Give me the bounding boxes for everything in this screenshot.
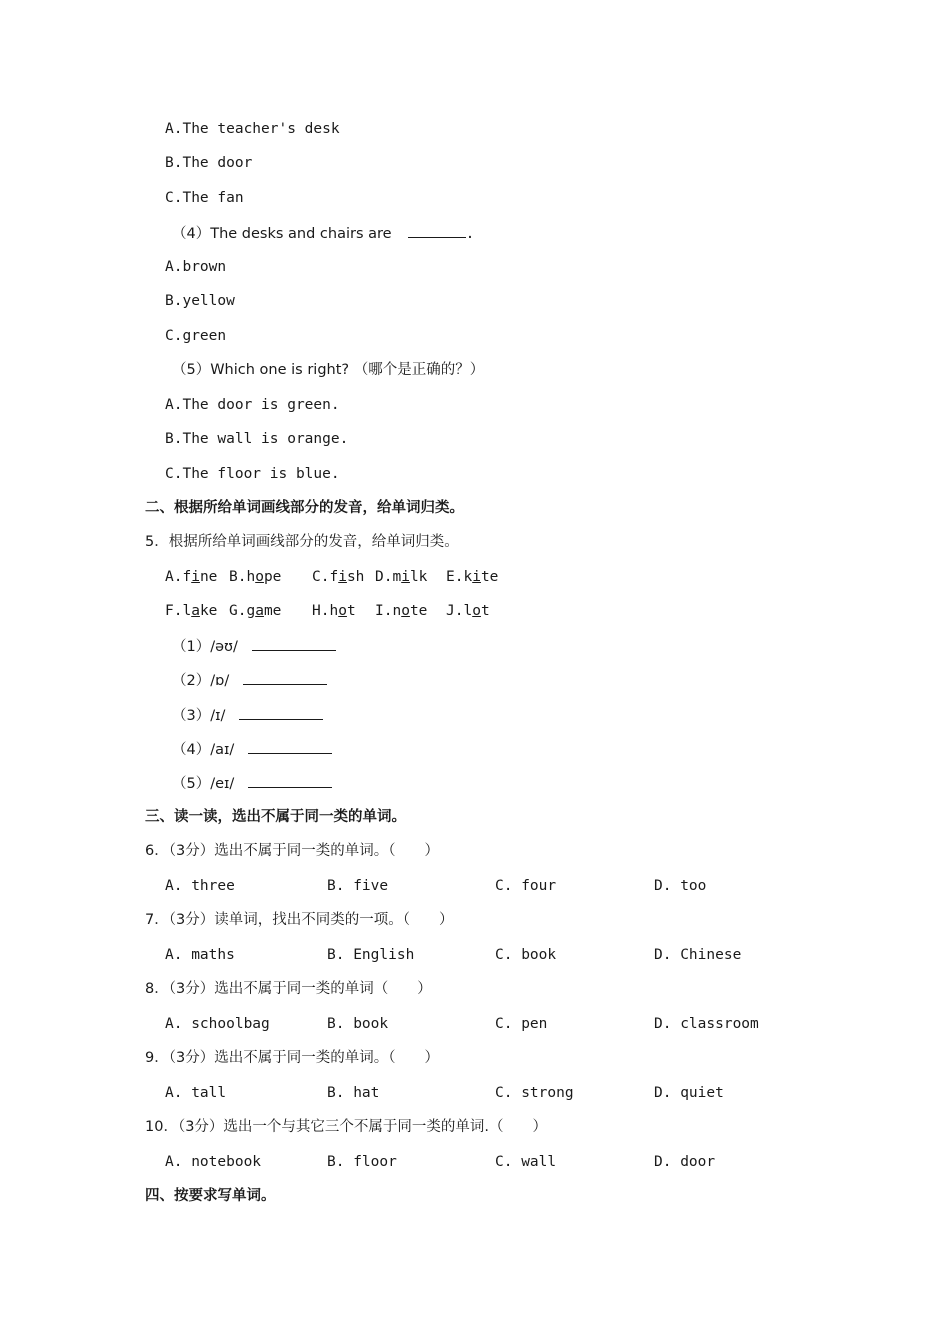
- option-a: A.brown: [165, 259, 227, 275]
- phonetic-row-2: [172, 669, 327, 691]
- word-part: me: [263, 603, 282, 619]
- underlined-letter: o: [401, 603, 410, 619]
- option-c: C. pen: [495, 1016, 548, 1032]
- underlined-letter: i: [338, 569, 347, 585]
- sub-question-4: [172, 222, 474, 244]
- underlined-letter: i: [472, 569, 481, 585]
- option-c: C.The fan: [165, 190, 244, 206]
- answer-blank[interactable]: [243, 669, 327, 685]
- phonetic-label: （4）/aɪ/: [172, 742, 235, 758]
- option-b: B. English: [327, 947, 415, 963]
- word-part: te: [480, 569, 499, 585]
- option-a: A. three: [165, 878, 235, 894]
- section-4-title: 四、按要求写单词。: [145, 1188, 276, 1204]
- phonetic-row-5: [172, 772, 332, 794]
- word-part: t: [480, 603, 490, 619]
- word-part: F.l: [165, 603, 192, 619]
- section-3-title: 三、读一读，选出不属于同一类的单词。: [145, 809, 406, 825]
- phonetic-row-3: [172, 704, 323, 726]
- question-6-stem: 6．（3分）选出不属于同一类的单词。（ ）: [145, 843, 439, 859]
- option-a: A.The door is green.: [165, 397, 340, 413]
- word-part: A.f: [165, 569, 192, 585]
- option-a: A. notebook: [165, 1154, 262, 1170]
- answer-blank[interactable]: [248, 772, 332, 788]
- word-d: [375, 567, 427, 587]
- word-part: sh: [346, 569, 365, 585]
- underlined-letter: a: [255, 603, 264, 619]
- word-part: E.k: [446, 569, 473, 585]
- option-d: D. too: [654, 878, 707, 894]
- word-b: [229, 567, 281, 587]
- sub-question-4-stem: （4）The desks and chairs are: [172, 226, 392, 242]
- word-c: [312, 567, 364, 587]
- option-b: B.The wall is orange.: [165, 431, 349, 447]
- word-part: J.l: [446, 603, 473, 619]
- word-part: I.n: [375, 603, 402, 619]
- phonetic-row-4: [172, 738, 332, 760]
- option-c: C. four: [495, 878, 557, 894]
- question-8-stem: 8．（3分）选出不属于同一类的单词（ ）: [145, 981, 432, 997]
- phonetic-label: （2）/ɒ/: [172, 673, 230, 689]
- word-h: [312, 601, 356, 621]
- underlined-letter: o: [255, 569, 264, 585]
- word-part: lk: [409, 569, 428, 585]
- phonetic-label: （5）/eɪ/: [172, 776, 235, 792]
- question-9-stem: 9．（3分）选出不属于同一类的单词。（ ）: [145, 1050, 439, 1066]
- sub-question-5: （5）Which one is right? （哪个是正确的？）: [172, 362, 485, 378]
- underlined-letter: o: [338, 603, 347, 619]
- option-a: A. tall: [165, 1085, 227, 1101]
- option-b: B. book: [327, 1016, 389, 1032]
- option-b: B. five: [327, 878, 389, 894]
- option-b: B. floor: [327, 1154, 397, 1170]
- word-a: [165, 567, 217, 587]
- word-i: [375, 601, 427, 621]
- word-f: [165, 601, 217, 621]
- word-part: D.m: [375, 569, 402, 585]
- word-part: te: [409, 603, 428, 619]
- answer-blank[interactable]: [239, 704, 323, 720]
- option-d: D. door: [654, 1154, 716, 1170]
- phonetic-row-1: [172, 635, 336, 657]
- underlined-letter: o: [472, 603, 481, 619]
- word-part: C.f: [312, 569, 339, 585]
- underlined-letter: i: [401, 569, 410, 585]
- phonetic-label: （1）/əʊ/: [172, 639, 238, 655]
- option-b: B.The door: [165, 155, 253, 171]
- question-7-stem: 7．（3分）读单词，找出不同类的一项。（ ）: [145, 912, 454, 928]
- answer-blank[interactable]: [252, 635, 336, 651]
- option-d: D. quiet: [654, 1085, 724, 1101]
- word-g: [229, 601, 281, 621]
- word-part: B.h: [229, 569, 256, 585]
- word-part: ke: [199, 603, 218, 619]
- option-c: C. strong: [495, 1085, 574, 1101]
- word-part: pe: [263, 569, 282, 585]
- word-part: t: [346, 603, 356, 619]
- option-a: A.The teacher's desk: [165, 121, 340, 137]
- word-j: [446, 601, 490, 621]
- phonetic-label: （3）/ɪ/: [172, 708, 226, 724]
- word-part: G.g: [229, 603, 256, 619]
- option-d: D. Chinese: [654, 947, 742, 963]
- answer-blank[interactable]: [248, 738, 332, 754]
- option-a: A. schoolbag: [165, 1016, 270, 1032]
- answer-blank[interactable]: [408, 222, 466, 238]
- option-b: B.yellow: [165, 293, 235, 309]
- question-5-stem: 5．根据所给单词画线部分的发音，给单词归类。: [145, 534, 459, 550]
- option-c: C.green: [165, 328, 227, 344]
- underlined-letter: i: [191, 569, 200, 585]
- word-part: ne: [199, 569, 218, 585]
- sub-question-4-end: .: [465, 226, 475, 242]
- word-e: [446, 567, 498, 587]
- option-b: B. hat: [327, 1085, 380, 1101]
- section-2-title: 二、根据所给单词画线部分的发音，给单词归类。: [145, 500, 464, 516]
- underlined-letter: a: [191, 603, 200, 619]
- option-c: C. wall: [495, 1154, 557, 1170]
- question-10-stem: 10．（3分）选出一个与其它三个不属于同一类的单词.（ ）: [145, 1119, 548, 1135]
- option-c: C. book: [495, 947, 557, 963]
- word-part: H.h: [312, 603, 339, 619]
- option-c: C.The floor is blue.: [165, 466, 340, 482]
- option-a: A. maths: [165, 947, 235, 963]
- option-d: D. classroom: [654, 1016, 759, 1032]
